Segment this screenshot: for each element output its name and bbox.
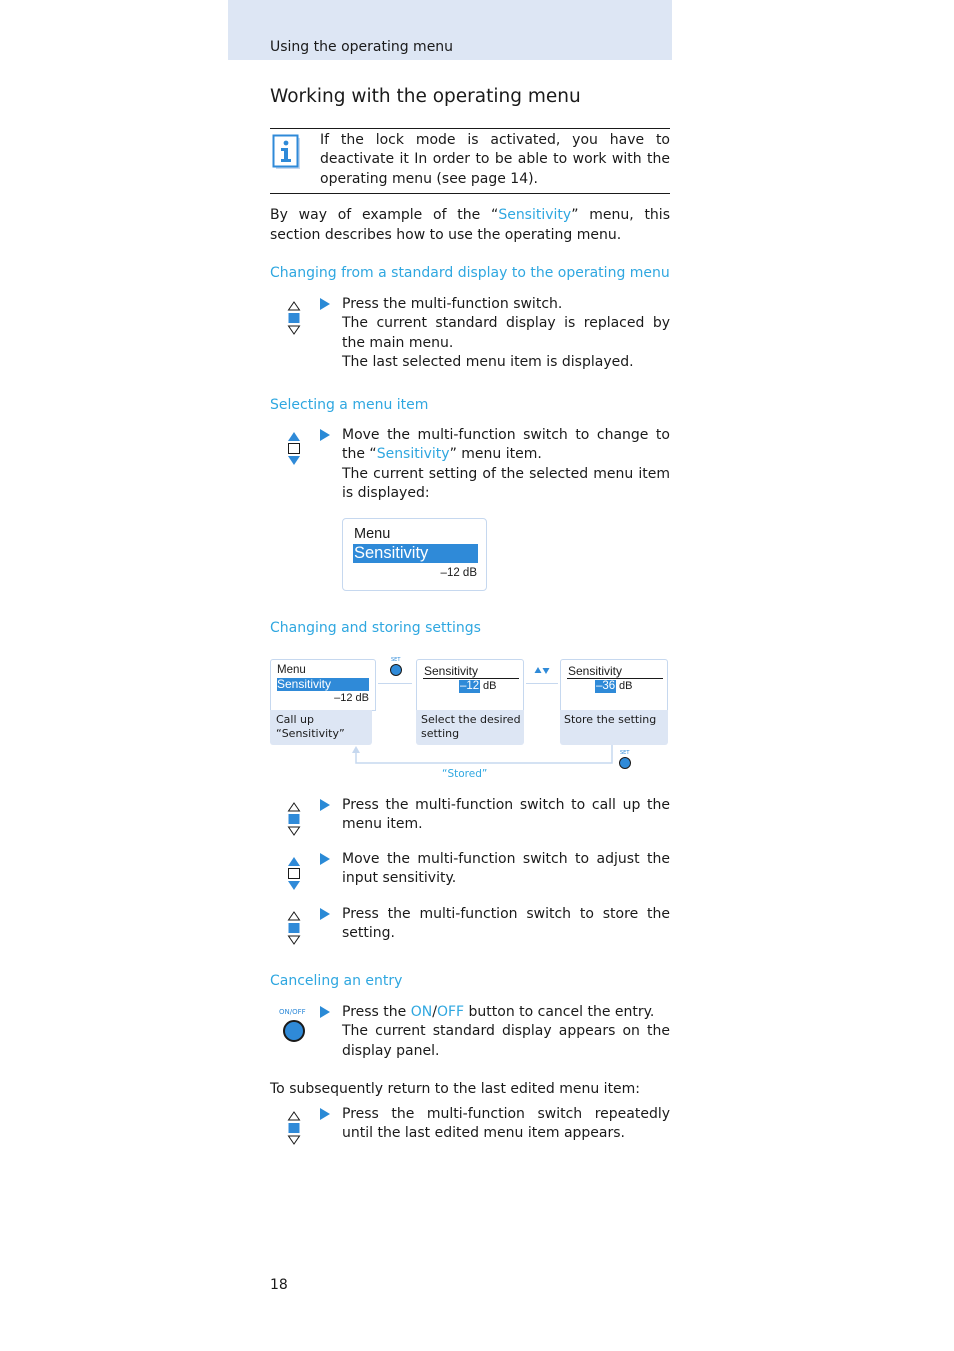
note-bottom-rule (270, 193, 670, 194)
caption-store: Store the setting (560, 710, 668, 745)
step-select-item: Move the multi-function switch to change to the “Sensitivity” menu item. The current setting of the selected menu item is displayed: (342, 427, 670, 501)
switch-press-icon (287, 1111, 301, 1149)
diagram-panel-value: –12 (460, 680, 480, 692)
heading-change-store: Changing and storing settings (270, 620, 481, 636)
diagram-panel-menu-label: Menu (277, 664, 306, 676)
intro-sensitivity-term: Sensitivity (498, 207, 572, 223)
switch-press-icon (287, 911, 301, 949)
return-intro: To subsequently return to the last edited menu item: (270, 1081, 641, 1097)
flow-connector (378, 683, 412, 684)
step-cancel-entry: Press the ON/OFF button to cancel the entry. The current standard display appears on the display panel. (342, 1004, 670, 1059)
display-panel (342, 518, 487, 591)
note-top-rule (270, 128, 670, 129)
switch-move-icon (287, 856, 301, 896)
diagram-panel-call-up (270, 659, 376, 711)
diagram-panel-title: Sensitivity (424, 664, 479, 678)
heading-change-display: Changing from a standard display to the operating menu (270, 265, 670, 281)
diagram-panel-select (416, 659, 524, 711)
step-call-up-item: Press the multi-function switch to call up the menu item. (342, 797, 670, 833)
step-bullet-arrow (320, 298, 330, 310)
caption-select: Select the desired setting (416, 710, 524, 745)
step-bullet-arrow (320, 1006, 330, 1018)
diagram-panel-selected-item: Sensitivity (277, 678, 369, 691)
flow-connector (526, 683, 558, 684)
display-selected-item: Sensitivity (353, 544, 478, 563)
step-store-setting: Press the multi-function switch to store the setting. (342, 906, 670, 942)
heading-cancel: Canceling an entry (270, 973, 403, 989)
step-return-last-item: Press the multi-function switch repeatedly until the last edited menu item appears. (342, 1106, 670, 1142)
diagram-panel-value: –12 dB (334, 692, 369, 704)
step-bullet-arrow (320, 908, 330, 920)
diagram-panel-title: Sensitivity (568, 664, 623, 678)
step-bullet-arrow (320, 1108, 330, 1120)
step-adjust-sensitivity: Move the multi-function switch to adjust the input sensitivity. (342, 851, 670, 887)
note-text: If the lock mode is activated, you have to deactivate it In order to be able to work with the operating menu (see page 14). (320, 132, 670, 187)
page-number: 18 (270, 1277, 288, 1293)
settings-flow-diagram (270, 655, 670, 785)
switch-press-icon (287, 301, 301, 339)
set-label: SET (391, 657, 401, 663)
diagram-panel-store (560, 659, 668, 711)
onoff-label: ON/OFF (279, 1008, 306, 1016)
set-button-icon (390, 664, 402, 676)
step-bullet-arrow (320, 429, 330, 441)
diagram-panel-value: –36 (596, 680, 616, 692)
switch-press-icon (287, 802, 301, 840)
heading-select-item: Selecting a menu item (270, 397, 429, 413)
info-icon (272, 134, 302, 176)
return-loop-arrow (348, 745, 618, 767)
switch-move-icon (287, 431, 301, 471)
step-bullet-arrow (320, 799, 330, 811)
page-title: Working with the operating menu (270, 86, 581, 107)
intro-paragraph: By way of example of the “Sensitivity” menu, this section describes how to use the operating menu. (270, 207, 670, 243)
set-label: SET (620, 750, 630, 756)
up-down-arrows-icon (534, 661, 550, 680)
step-bullet-arrow (320, 853, 330, 865)
onoff-button-icon (283, 1020, 305, 1042)
diagram-panel-unit: dB (483, 680, 497, 692)
step-press-switch: Press the multi-function switch. The current standard display is replaced by the main menu. The last selected menu item is displayed. (342, 296, 670, 370)
stored-label: “Stored” (442, 768, 488, 780)
diagram-panel-unit: dB (619, 680, 633, 692)
display-value: –12 dB (440, 567, 477, 579)
display-menu-label: Menu (354, 526, 391, 542)
running-header: Using the operating menu (270, 39, 454, 55)
caption-call-up: Call up “Sensitivity” (270, 710, 372, 745)
set-button-icon (619, 757, 631, 769)
